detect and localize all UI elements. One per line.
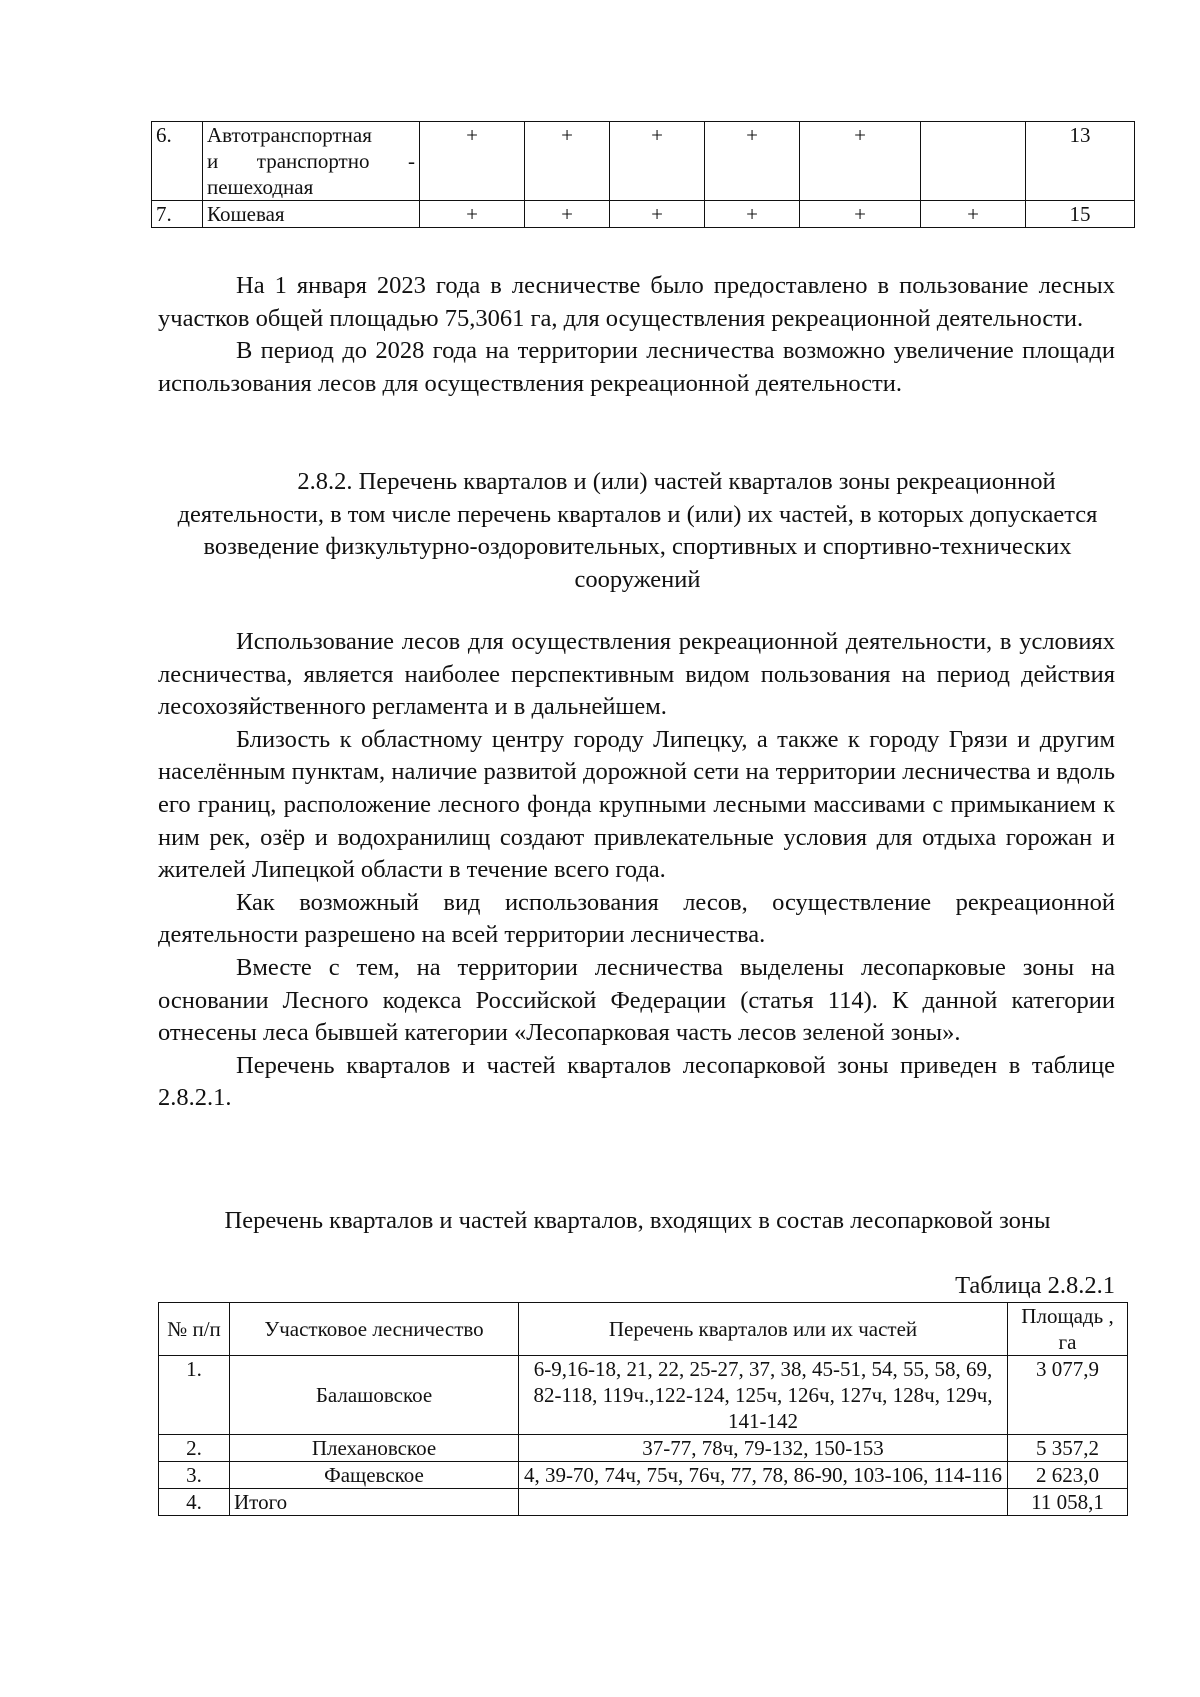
paragraph: Как возможный вид использования лесов, осуществление рекреационной деятельности разрешено на всей территории лесничества. bbox=[158, 888, 1115, 949]
column-header-forestry: Участковое лесничество bbox=[230, 1303, 519, 1356]
row-number: 4. bbox=[159, 1489, 230, 1516]
mark-cell: + bbox=[420, 201, 525, 228]
paragraph: Близость к областному центру городу Липецку, а также к городу Грязи и другим населённым пунктам, наличие развитой дорожной сети на территории лесничества и вдоль его границ, расположение лесного фонда крупными лесными массивами с примыканием к ним рек, озёр и водохранилищ создают привлекательные условия для отдыха горожан и жителей Липецкой области в течение всего года. bbox=[158, 725, 1115, 884]
table-row bbox=[152, 122, 1135, 201]
mark-cell: + bbox=[525, 201, 610, 228]
row-number: 3. bbox=[159, 1462, 230, 1489]
road-type-name: Кошевая bbox=[203, 201, 420, 228]
row-number: 7. bbox=[152, 201, 203, 228]
column-header-quarters: Перечень кварталов или их частей bbox=[519, 1303, 1008, 1356]
area-value: 5 357,2 bbox=[1008, 1435, 1128, 1462]
forest-park-zone-table bbox=[158, 1302, 1128, 1516]
mark-cell bbox=[921, 122, 1026, 201]
paragraph: Перечень кварталов и частей кварталов лесопарковой зоны приведен в таблице 2.8.2.1. bbox=[158, 1051, 1115, 1112]
column-header-area: Площадь , га bbox=[1008, 1303, 1128, 1356]
paragraph: В период до 2028 года на территории лесничества возможно увеличение площади использования лесов для осуществления рекреационной деятельности. bbox=[158, 337, 1115, 397]
quarters-list bbox=[519, 1489, 1008, 1516]
area-value: 3 077,9 bbox=[1008, 1356, 1128, 1435]
count-cell: 15 bbox=[1026, 201, 1135, 228]
forestry-name: Балашовское bbox=[230, 1356, 519, 1435]
mark-cell: + bbox=[525, 122, 610, 201]
mark-cell: + bbox=[800, 122, 921, 201]
mark-cell: + bbox=[705, 122, 800, 201]
mark-cell: + bbox=[610, 122, 705, 201]
mark-cell: + bbox=[800, 201, 921, 228]
road-type-name: Автотранспортная и транспортно - пешеходная bbox=[203, 122, 420, 201]
mark-cell: + bbox=[610, 201, 705, 228]
forestry-name: Плехановское bbox=[230, 1435, 519, 1462]
paragraph: Вместе с тем, на территории лесничества выделены лесопарковые зоны на основании Лесного кодекса Российской Федерации (статья 114). К данной категории отнесены леса бывшей категории «Лесопарковая часть лесов зеленой зоны». bbox=[158, 953, 1115, 1047]
road-types-table bbox=[151, 121, 1135, 228]
intro-text bbox=[158, 270, 1115, 400]
mark-cell: + bbox=[921, 201, 1026, 228]
section-heading: 2.8.2. Перечень кварталов и (или) частей кварталов зоны рекреационной деятельности, в том числе перечень кварталов и (или) их частей, в которых допускается возведение физкультурно-оздоровительных, спортивных и спортивно-технических сооружений bbox=[177, 468, 1098, 593]
count-cell: 13 bbox=[1026, 122, 1135, 201]
quarters-list: 6-9,16-18, 21, 22, 25-27, 37, 38, 45-51, 54, 55, 58, 69, 82-118, 119ч.,122-124, 125ч, 126ч, 127ч, 128ч, 129ч, 141-142 bbox=[519, 1356, 1008, 1435]
quarters-list: 37-77, 78ч, 79-132, 150-153 bbox=[519, 1435, 1008, 1462]
table-row-total bbox=[159, 1489, 1128, 1516]
paragraph: Использование лесов для осуществления рекреационной деятельности, в условиях лесничества, является наиболее перспективным видом пользования на период действия лесохозяйственного регламента и в дальнейшем. bbox=[158, 628, 1115, 721]
body-text bbox=[158, 626, 1115, 1115]
row-number: 1. bbox=[159, 1356, 230, 1435]
total-label: Итого bbox=[230, 1489, 519, 1516]
table-row bbox=[159, 1435, 1128, 1462]
table-row bbox=[152, 201, 1135, 228]
paragraph: На 1 января 2023 года в лесничестве было предоставлено в пользование лесных участков общей площадью 75,3061 га, для осуществления рекреационной деятельности. bbox=[158, 272, 1115, 332]
forestry-name: Фащевское bbox=[230, 1462, 519, 1489]
row-number: 6. bbox=[152, 122, 203, 201]
table-number: Таблица 2.8.2.1 bbox=[955, 1272, 1115, 1299]
mark-cell: + bbox=[420, 122, 525, 201]
mark-cell: + bbox=[705, 201, 800, 228]
table-row bbox=[159, 1356, 1128, 1435]
area-value: 2 623,0 bbox=[1008, 1462, 1128, 1489]
table-row bbox=[159, 1462, 1128, 1489]
row-number: 2. bbox=[159, 1435, 230, 1462]
area-value: 11 058,1 bbox=[1008, 1489, 1128, 1516]
table-header-row bbox=[159, 1303, 1128, 1356]
table-caption: Перечень кварталов и частей кварталов, входящих в состав лесопарковой зоны bbox=[224, 1207, 1051, 1234]
quarters-list: 4, 39-70, 74ч, 75ч, 76ч, 77, 78, 86-90, 103-106, 114-116 bbox=[519, 1462, 1008, 1489]
column-header-number: № п/п bbox=[159, 1303, 230, 1356]
